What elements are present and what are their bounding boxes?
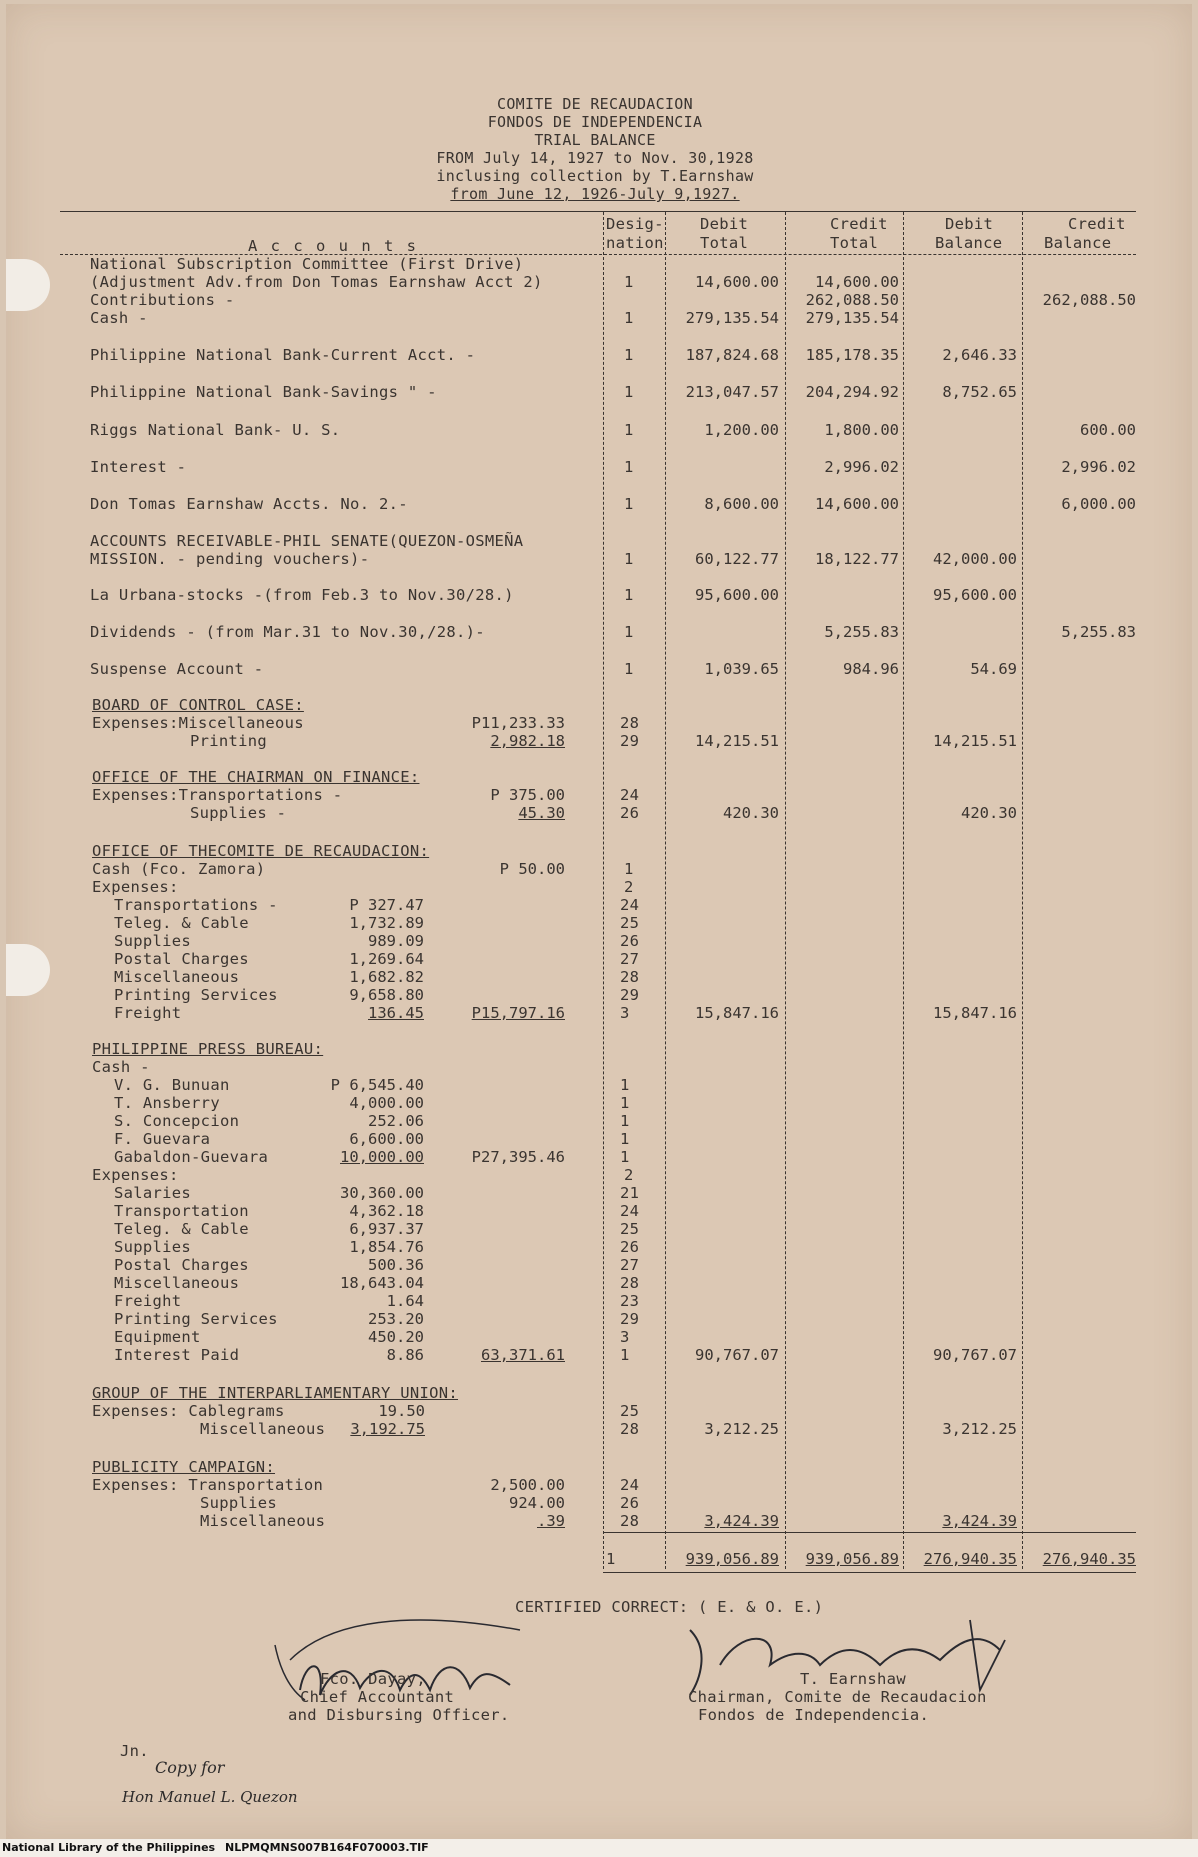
line-label: Miscellaneous	[114, 968, 240, 986]
line-label: Supplies -	[190, 804, 287, 822]
debit-balance: 2,646.33	[942, 346, 1017, 364]
line-label: Transportations -	[114, 896, 278, 914]
line-label: Supplies	[114, 932, 192, 950]
designation: 1	[624, 421, 634, 439]
designation: 28	[620, 714, 640, 732]
designation: 23	[620, 1292, 640, 1310]
designation: 29	[620, 986, 640, 1004]
line-amount: 6,600.00	[349, 1130, 424, 1148]
col-divider	[903, 212, 904, 1569]
debit-total: 8,600.00	[704, 495, 779, 513]
debit-total: 420.30	[723, 804, 779, 822]
designation: 26	[620, 1238, 640, 1256]
col-divider	[1022, 212, 1023, 1569]
designation: 28	[620, 1420, 640, 1438]
debit-balance: 42,000.00	[933, 550, 1017, 568]
signatory-title: Chief Accountant	[300, 1688, 455, 1706]
line-label: Teleg. & Cable	[114, 914, 249, 932]
totals-double-rule	[603, 1572, 1136, 1573]
designation: 3	[620, 1328, 630, 1346]
line-label: Supplies	[114, 1238, 192, 1256]
credit-total: 18,122.77	[815, 550, 899, 568]
designation: 2	[624, 1166, 634, 1184]
credit-total: 279,135.54	[805, 309, 899, 327]
section-title: OFFICE OF THE CHAIRMAN ON FINANCE:	[92, 768, 420, 786]
line-amount: 1.64	[386, 1292, 424, 1310]
archive-footer	[0, 1839, 1198, 1857]
grand-debit-total: 939,056.89	[685, 1550, 779, 1568]
col-header-debit-total: Debit	[700, 215, 749, 233]
credit-total: 2,996.02	[824, 458, 899, 476]
debit-balance: 3,424.39	[942, 1512, 1017, 1530]
header-line-5: inclusing collection by T.Earnshaw	[436, 167, 754, 185]
account-label: Philippine National Bank-Savings " -	[90, 383, 437, 401]
col-header-credit-total: Total	[830, 234, 879, 252]
file-label: NLPMQMNS007B164F070003.TIF	[225, 1841, 429, 1854]
punch-hole	[6, 944, 50, 996]
line-amount: 30,360.00	[340, 1184, 424, 1202]
line-label: Postal Charges	[114, 950, 249, 968]
designation: 27	[620, 950, 640, 968]
account-label: MISSION. - pending vouchers)-	[90, 550, 370, 568]
col-divider	[603, 212, 604, 1569]
subtotal: P15,797.16	[471, 1004, 565, 1022]
col-header-debit-balance: Balance	[935, 234, 1003, 252]
col-divider	[665, 212, 666, 1569]
col-header-desig: Desig-	[606, 215, 664, 233]
designation: 1	[624, 458, 634, 476]
line-label: Supplies	[200, 1494, 278, 1512]
debit-total: 213,047.57	[685, 383, 779, 401]
designation: 2	[624, 878, 634, 896]
totals-rule	[603, 1532, 1136, 1533]
line-amount: 136.45	[368, 1004, 424, 1022]
designation: 26	[620, 1494, 640, 1512]
line-amount: 989.09	[368, 932, 424, 950]
designation: 29	[620, 732, 640, 750]
signatory-name: T. Earnshaw	[800, 1670, 906, 1688]
debit-total: 3,424.39	[704, 1512, 779, 1530]
line-label: Cash (Fco. Zamora)	[92, 860, 266, 878]
line-amount: 450.20	[368, 1328, 424, 1346]
debit-balance: 3,212.25	[942, 1420, 1017, 1438]
credit-total: 984.96	[843, 660, 899, 678]
line-label: Expenses:Transportations -	[92, 786, 343, 804]
debit-balance: 95,600.00	[933, 586, 1017, 604]
line-label: Freight	[114, 1292, 182, 1310]
line-amount: 9,658.80	[349, 986, 424, 1004]
punch-hole	[6, 259, 50, 311]
credit-balance: 5,255.83	[1061, 623, 1136, 641]
designation: 24	[620, 786, 640, 804]
credit-balance: 6,000.00	[1061, 495, 1136, 513]
col-header-credit-balance: Balance	[1044, 234, 1112, 252]
line-amount: .39	[537, 1512, 565, 1530]
designation: 1	[624, 495, 634, 513]
designation: 28	[620, 1512, 640, 1530]
designation: 1	[624, 660, 634, 678]
grand-credit-balance: 276,940.35	[1042, 1550, 1136, 1568]
line-amount: 1,854.76	[349, 1238, 424, 1256]
header-line-1: COMITE DE RECAUDACION	[497, 95, 693, 113]
credit-balance: 2,996.02	[1061, 458, 1136, 476]
account-label: Riggs National Bank- U. S.	[90, 421, 341, 439]
line-label: Postal Charges	[114, 1256, 249, 1274]
signatory-title: Fondos de Independencia.	[698, 1706, 930, 1724]
line-amount: 45.30	[518, 804, 565, 822]
grand-credit-total: 939,056.89	[805, 1550, 899, 1568]
credit-balance: 600.00	[1080, 421, 1136, 439]
designation: 26	[620, 932, 640, 950]
debit-balance: 8,752.65	[942, 383, 1017, 401]
line-amount: 924.00	[509, 1494, 565, 1512]
line-label: Expenses:	[92, 1166, 179, 1184]
credit-total: 14,600.00	[815, 495, 899, 513]
line-label: Expenses:	[92, 878, 179, 896]
designation: 1	[624, 383, 634, 401]
line-amount: 1,269.64	[349, 950, 424, 968]
debit-total: 90,767.07	[695, 1346, 779, 1364]
account-label: Cash -	[90, 309, 148, 327]
debit-total: 1,039.65	[704, 660, 779, 678]
line-amount: P11,233.33	[471, 714, 565, 732]
debit-total: 1,200.00	[704, 421, 779, 439]
credit-total: 262,088.50	[805, 291, 899, 309]
handwritten-note: Hon Manuel L. Quezon	[122, 1788, 298, 1806]
designation: 29	[620, 1310, 640, 1328]
credit-total: 204,294.92	[805, 383, 899, 401]
designation: 24	[620, 1202, 640, 1220]
totals-desig: 1	[606, 1550, 616, 1568]
line-amount: 4,362.18	[349, 1202, 424, 1220]
debit-total: 60,122.77	[695, 550, 779, 568]
grand-debit-balance: 276,940.35	[923, 1550, 1017, 1568]
designation: 28	[620, 1274, 640, 1292]
debit-balance: 54.69	[970, 660, 1017, 678]
line-amount: P 6,545.40	[330, 1076, 424, 1094]
section-title: BOARD OF CONTROL CASE:	[92, 696, 304, 714]
debit-total: 14,600.00	[695, 273, 779, 291]
designation: 1	[620, 1130, 630, 1148]
col-header-desig: nation	[606, 234, 664, 252]
line-label: Gabaldon-Guevara	[114, 1148, 269, 1166]
debit-total: 187,824.68	[685, 346, 779, 364]
col-header-accounts: A c c o u n t s	[248, 237, 418, 255]
account-label: ACCOUNTS RECEIVABLE-PHIL SENATE(QUEZON-OSMEÑA	[90, 532, 524, 550]
line-label: Salaries	[114, 1184, 192, 1202]
account-label: Suspense Account -	[90, 660, 264, 678]
credit-balance: 262,088.50	[1042, 291, 1136, 309]
header-line-3: TRIAL BALANCE	[534, 131, 656, 149]
line-amount: 3,192.75	[350, 1420, 425, 1438]
line-label: Expenses: Transportation	[92, 1476, 324, 1494]
line-label: Teleg. & Cable	[114, 1220, 249, 1238]
line-label: Freight	[114, 1004, 182, 1022]
line-amount: 252.06	[368, 1112, 424, 1130]
designation: 27	[620, 1256, 640, 1274]
credit-total: 185,178.35	[805, 346, 899, 364]
debit-balance: 420.30	[961, 804, 1017, 822]
designation: 26	[620, 804, 640, 822]
line-amount: 6,937.37	[349, 1220, 424, 1238]
line-amount: 2,500.00	[490, 1476, 565, 1494]
line-label: Equipment	[114, 1328, 201, 1346]
line-amount: P 375.00	[490, 786, 565, 804]
account-label: (Adjustment Adv.from Don Tomas Earnshaw Acct 2)	[90, 273, 543, 291]
line-label: F. Guevara	[114, 1130, 211, 1148]
designation: 1	[624, 623, 634, 641]
designation: 28	[620, 968, 640, 986]
designation: 1	[620, 1346, 630, 1364]
section-title: OFFICE OF THECOMITE DE RECAUDACION:	[92, 842, 430, 860]
subtotal: 63,371.61	[481, 1346, 565, 1364]
designation: 1	[624, 346, 634, 364]
designation: 1	[624, 550, 634, 568]
account-label: Philippine National Bank-Current Acct. -	[90, 346, 476, 364]
debit-total: 3,212.25	[704, 1420, 779, 1438]
line-amount: 1,732.89	[349, 914, 424, 932]
line-label: Transportation	[114, 1202, 249, 1220]
credit-total: 5,255.83	[824, 623, 899, 641]
signatory-name: Fco. Dayay,	[320, 1670, 426, 1688]
header-line-6: from June 12, 1926-July 9,1927.	[450, 185, 740, 203]
debit-balance: 90,767.07	[933, 1346, 1017, 1364]
line-amount: P 327.47	[349, 896, 424, 914]
line-label: Expenses:Miscellaneous	[92, 714, 304, 732]
designation: 1	[624, 309, 634, 327]
subtotal: P27,395.46	[471, 1148, 565, 1166]
line-label: Printing Services	[114, 986, 278, 1004]
col-header-credit-balance: Credit	[1068, 215, 1126, 233]
line-label: Printing	[190, 732, 268, 750]
table-top-rule	[60, 211, 1136, 212]
designation: 25	[620, 914, 640, 932]
designation: 25	[620, 1402, 640, 1420]
designation: 21	[620, 1184, 640, 1202]
initials: Jn.	[120, 1742, 149, 1760]
signatory-title: Chairman, Comite de Recaudacion	[688, 1688, 987, 1706]
handwritten-note: Copy for	[155, 1758, 225, 1777]
header-line-2: FONDOS DE INDEPENDENCIA	[487, 113, 703, 131]
designation: 1	[624, 586, 634, 604]
account-label: Interest -	[90, 458, 187, 476]
section-title: PUBLICITY CAMPAIGN:	[92, 1458, 276, 1476]
signatory-title: and Disbursing Officer.	[288, 1706, 510, 1724]
designation: 25	[620, 1220, 640, 1238]
line-label: Miscellaneous	[200, 1420, 326, 1438]
line-label: Miscellaneous	[200, 1512, 326, 1530]
designation: 1	[620, 1076, 630, 1094]
designation: 24	[620, 1476, 640, 1494]
line-label: Cash -	[92, 1058, 150, 1076]
section-title: PHILIPPINE PRESS BUREAU:	[92, 1040, 324, 1058]
designation: 1	[620, 1112, 630, 1130]
col-header-credit-total: Credit	[830, 215, 888, 233]
credit-total: 14,600.00	[815, 273, 899, 291]
account-label: Don Tomas Earnshaw Accts. No. 2.-	[90, 495, 408, 513]
account-label: Contributions -	[90, 291, 235, 309]
certified-correct: CERTIFIED CORRECT: ( E. & O. E.)	[515, 1598, 824, 1616]
line-label: T. Ansberry	[114, 1094, 220, 1112]
section-title: GROUP OF THE INTERPARLIAMENTARY UNION:	[92, 1384, 459, 1402]
line-amount: P 50.00	[499, 860, 565, 878]
designation: 1	[620, 1148, 630, 1166]
line-amount: 8.86	[386, 1346, 424, 1364]
line-label: Miscellaneous	[114, 1274, 240, 1292]
line-amount: 10,000.00	[340, 1148, 424, 1166]
line-amount: 500.36	[368, 1256, 424, 1274]
debit-total: 15,847.16	[695, 1004, 779, 1022]
designation: 24	[620, 896, 640, 914]
line-label: Expenses: Cablegrams	[92, 1402, 285, 1420]
debit-balance: 14,215.51	[933, 732, 1017, 750]
designation: 1	[624, 273, 634, 291]
col-header-debit-balance: Debit	[945, 215, 994, 233]
line-amount: 253.20	[368, 1310, 424, 1328]
line-amount: 19.50	[378, 1402, 425, 1420]
line-label: S. Concepcion	[114, 1112, 240, 1130]
designation: 1	[620, 1094, 630, 1112]
debit-balance: 15,847.16	[933, 1004, 1017, 1022]
account-label: Dividends - (from Mar.31 to Nov.30,/28.)-	[90, 623, 485, 641]
col-header-debit-total: Total	[700, 234, 749, 252]
line-amount: 2,982.18	[490, 732, 565, 750]
header-line-4: FROM July 14, 1927 to Nov. 30,1928	[436, 149, 754, 167]
library-label: National Library of the Philippines	[2, 1841, 216, 1854]
debit-total: 95,600.00	[695, 586, 779, 604]
account-label: La Urbana-stocks -(from Feb.3 to Nov.30/28.)	[90, 586, 514, 604]
designation: 3	[620, 1004, 630, 1022]
line-label: V. G. Bunuan	[114, 1076, 230, 1094]
col-divider	[785, 212, 786, 1569]
line-label: Interest Paid	[114, 1346, 240, 1364]
designation: 1	[624, 860, 634, 878]
debit-total: 14,215.51	[695, 732, 779, 750]
line-amount: 4,000.00	[349, 1094, 424, 1112]
account-label: National Subscription Committee (First Drive)	[90, 255, 524, 273]
line-label: Printing Services	[114, 1310, 278, 1328]
line-amount: 1,682.82	[349, 968, 424, 986]
credit-total: 1,800.00	[824, 421, 899, 439]
debit-total: 279,135.54	[685, 309, 779, 327]
line-amount: 18,643.04	[340, 1274, 424, 1292]
